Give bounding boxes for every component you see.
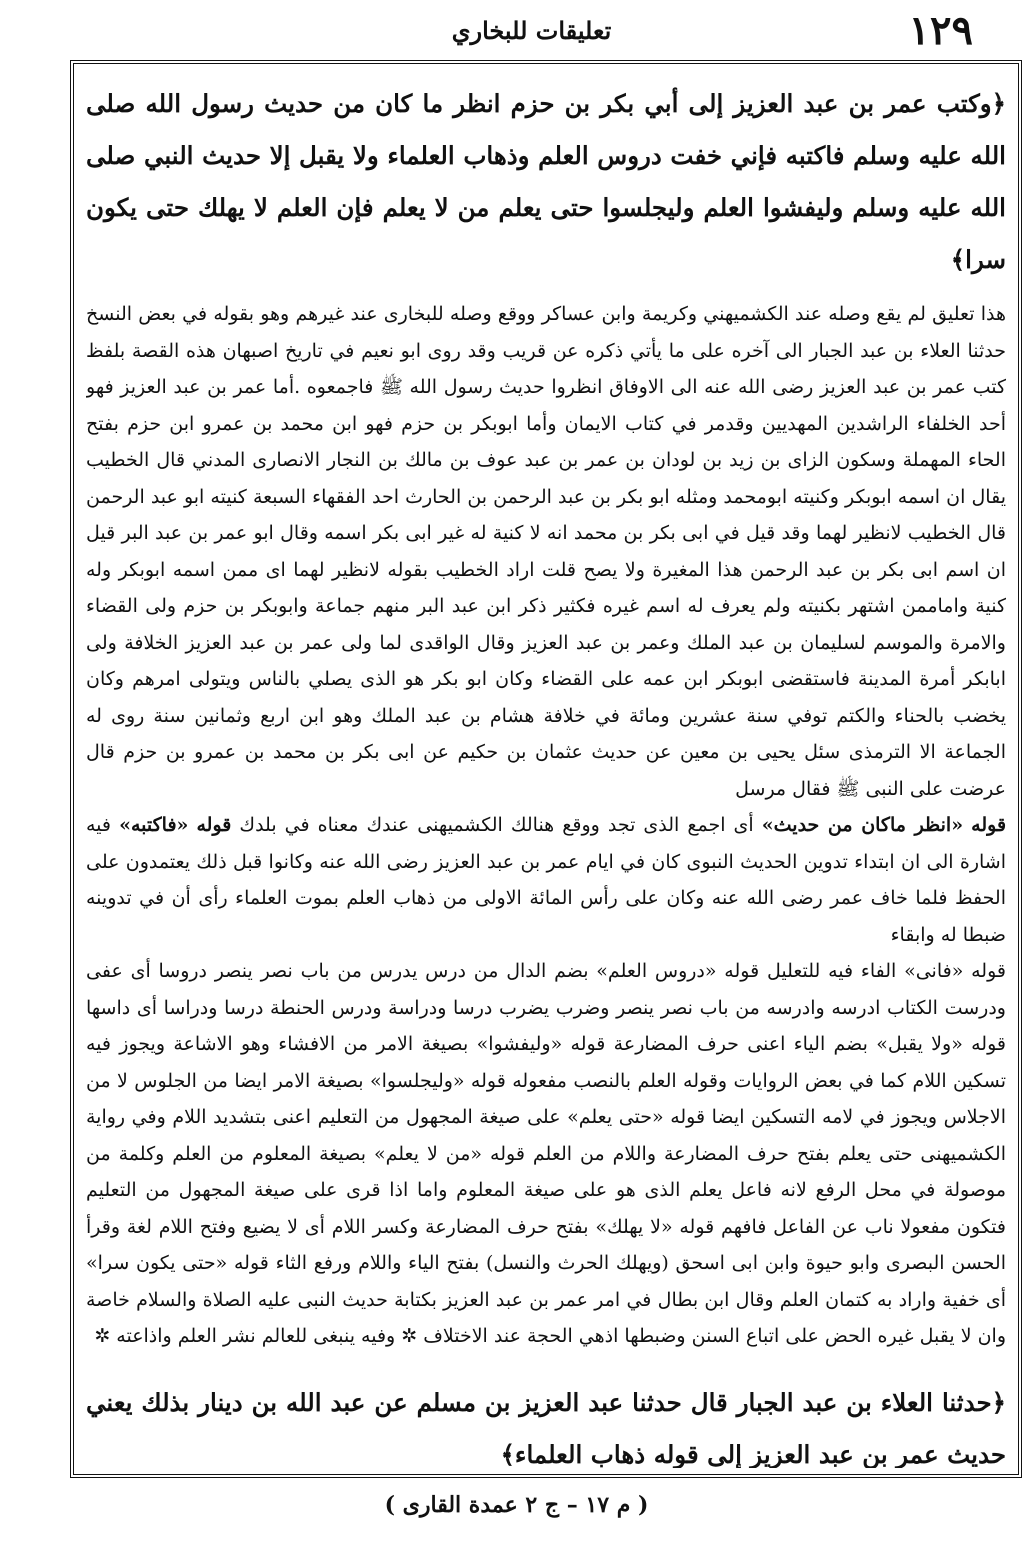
spacer bbox=[86, 1355, 1006, 1377]
qawluhu-marker: قوله bbox=[196, 814, 232, 836]
hadith-text-1: ﴿وكتب عمر بن عبد العزيز إلى أبي بكر بن حزم انظر ما كان من حديث رسول الله صلى الله عليه وسلم فاكتبه فإني خفت دروس العلم وذهاب العلماء ولا يقبل إلا حديث النبي صلى الله عليه وسلم وليفشوا العلم وليجلسوا حتى يعلم من لا يعلم فإن العلم لا يهلك حتى يكون سرا﴾ bbox=[86, 89, 1006, 274]
commentary-paragraph-1: هذا تعليق لم يقع وصله عند الكشميهني وكريمة وابن عساكر ووقع وصله للبخارى عند غيرهم وهو بقوله في بعض النسخ حدثنا العلاء بن عبد الجبار الى آخره على ما يأتي ذكره عن قريب وقد روى ابو نعيم في تاريخ اصبهان هذه القصة بلفظ كتب عمر بن عبد العزيز رضى الله عنه الى الاوفاق انظروا حديث رسول الله ﷺ فاجمعوه .أما عمر بن عبد العزيز فهو أحد الخلفاء الراشدين المهديين وقدمر في كتاب الايمان وأما ابوبكر بن حزم فهو ابن محمد بن عمرو ابن حزم بفتح الحاء المهملة وسكون الزاى بن زيد بن لودان بن عمر بن عبد عوف بن مالك بن النجار الانصارى المدني قال الخطيب يقال ان اسمه ابوبكر وكنيته ابومحمد ومثله ابو بكر بن عبد الرحمن بن الحارث احد الفقهاء السبعة كنيته ابو عبد الرحمن قال الخطيب لانظير لهما وقد قيل في ابى بكر بن محمد انه لا كنية له غير ابى بكر اسمه وقال ابو عمر بن عبد البر قيل ان اسم ابى بكر بن عبد الرحمن هذا المغيرة ولا يصح قلت اراد الخطيب بقوله لانظير لهما اى ممن اسمه ابوبكر وله كنية واماممن اشتهر بكنيته ولم يعرف له اسم غيره فكثير ذكر ابن عبد البر منهم جماعة وابوبكر بن حزم ولى القضاء والامرة والموسم لسليمان بن عبد الملك وعمر بن عبد العزيز وقال الواقدى لما ولى عمر بن عبد العزيز الخلافة ولى ابابكر أمرة المدينة فاستقضى ابوبكر ابن عمه على القضاء وكان ابو بكر هو الذى يصلي بالناس ويتولى امرهم وكان يخضب بالحناء والكتم توفي سنة عشرين ومائة في خلافة هشام بن عبد الملك وهو ابن اربع وثمانين سنة روى له الجماعة الا الترمذى سئل يحيى بن معين عن حديث عثمان بن حكيم عن ابى بكر بن محمد بن عمرو بن حزم قال عرضت على النبى ﷺ فقال مرسل bbox=[86, 303, 1006, 800]
lemma: «انظر ماكان من حديث» bbox=[761, 814, 964, 836]
commentary-paragraph-2 bbox=[86, 807, 1006, 953]
commentary-paragraph-3: قوله «فانى» الفاء فيه للتعليل قوله «دروس العلم» بضم الدال من درس يدرس من باب نصر ينصر دروسا أى عفى ودرست الكتاب ادرسه وادرسه من باب نصر ينصر وضرب يضرب درسا ودراسة ودرس الحنطة درسا ودراسا أى داسها قوله «ولا يقبل» بضم الياء اعنى حرف المضارعة قوله «وليفشوا» بصيغة الامر من الافشاء وهو الاشاعة ويجوز فيه تسكين اللام كما في بعض الروايات وقوله العلم بالنصب مفعوله قوله «وليجلسوا» بصيغة الامر ايضا من الجلوس لا من الاجلاس ويجوز في لامه التسكين ايضا قوله «حتى يعلم» على صيغة المجهول من التعليم اعنى بتشديد اللام وفي رواية الكشميهنى حتى يعلم بفتح حرف المضارعة واللام من العلم قوله «من لا يعلم» بصيغة المعلوم من العلم وكلمة من موصولة في محل الرفع لانه فاعل يعلم الذى هو على صيغة المعلوم واما اذا قرى على صيغة المجهول من التعليم فتكون مفعولا ناب عن الفاعل فافهم قوله «لا يهلك» بفتح حرف المضارعة وكسر اللام أى لا يضيع وفتح اللام لغة وقرأ الحسن البصرى وابو حيوة وابن ابى اسحق (ويهلك الحرث والنسل) بفتح الياء واللام ورفع الثاء قوله «حتى يكون سرا» أى خفية واراد به كتمان العلم وقال ابن بطال في امر عمر بن عبد العزيز بكتابة حديث النبى عليه الصلاة والسلام خاصة وان لا يقبل غيره الحض على اتباع السنن وضبطها اذهي الحجة عند الاختلاف ✲ وفيه ينبغى للعالم نشر العلم واذاعته ✲ bbox=[86, 960, 1006, 1347]
commentary-text: أى اجمع الذى تجد ووقع هنالك الكشميهنى عندك معناه في بلدك bbox=[239, 814, 754, 836]
page-header bbox=[90, 8, 973, 54]
qawluhu-marker: قوله bbox=[971, 814, 1006, 836]
commentary-text: فيه اشارة الى ان ابتداء تدوين الحديث النبوى كان في ايام عمر بن عبد العزيز رضى الله عنه وكانوا قبل ذلك يعتمدون على الحفظ فلما خاف عمر رضى الله عنه وكان على رأس المائة الاولى من ذهاب العلم بموت العلماء رأى أن في تدوينه ضبطا له وابقاء bbox=[86, 814, 1006, 946]
page-number: ١٢٩ bbox=[908, 7, 973, 54]
main-text bbox=[86, 78, 1006, 1468]
spacer bbox=[86, 286, 1006, 296]
hadith-text-2: ﴿حدثنا العلاء بن عبد الجبار قال حدثنا عبد العزيز بن مسلم عن عبد الله بن دينار بذلك يعني حديث عمر بن عبد العزيز إلى قوله ذهاب العلماء﴾ bbox=[86, 1387, 1006, 1468]
page-footer: ( م ١٧ – ج ٢ عمدة القارى ) bbox=[384, 1492, 649, 1518]
lemma: «فاكتبه» bbox=[119, 814, 189, 836]
running-title: تعليقات للبخاري bbox=[451, 16, 612, 45]
